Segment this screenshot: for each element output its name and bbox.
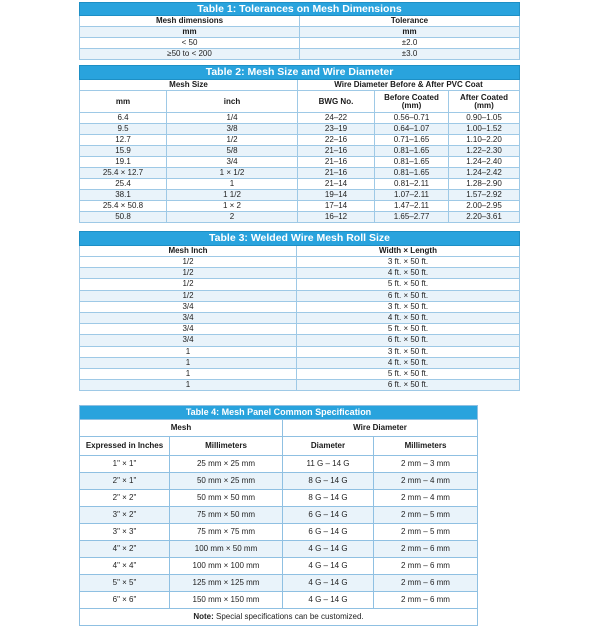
table1-col2-unit: mm (300, 27, 520, 38)
table-row (80, 346, 520, 357)
table2-header: After Coated (mm) (449, 91, 520, 113)
table-row (80, 473, 478, 490)
table-cell: 3" × 2" (80, 507, 170, 524)
table-cell: 5 ft. × 50 ft. (297, 368, 520, 379)
table-cell: 25.4 × 50.8 (80, 201, 167, 212)
table-cell: 0.81–1.65 (375, 157, 449, 168)
table-cell: 1.10–2.20 (449, 135, 520, 146)
table-cell: 1 (167, 179, 298, 190)
table-cell: 1 (80, 368, 297, 379)
table-cell: 4 ft. × 50 ft. (297, 268, 520, 279)
table-row (80, 124, 520, 135)
table4-group-mesh: Mesh (80, 420, 283, 437)
table-cell: 125 mm × 125 mm (170, 575, 283, 592)
table-cell: 21–16 (298, 168, 375, 179)
table2-group-mesh-size: Mesh Size (80, 80, 298, 91)
table-cell: 21–16 (298, 146, 375, 157)
table3-header: Width × Length (297, 246, 520, 257)
table-cell: 22–16 (298, 135, 375, 146)
table-row (80, 558, 478, 575)
table-cell: 4" × 4" (80, 558, 170, 575)
table-cell: 0.81–2.11 (375, 179, 449, 190)
table2-header: BWG No. (298, 91, 375, 113)
table-cell: 4 ft. × 50 ft. (297, 312, 520, 323)
table-row (80, 456, 478, 473)
table-cell: 50 mm × 50 mm (170, 490, 283, 507)
table4-header: Millimeters (374, 437, 478, 456)
table-cell: 2 mm – 4 mm (374, 473, 478, 490)
table-cell: 1.00–1.52 (449, 124, 520, 135)
table-cell: 5" × 5" (80, 575, 170, 592)
table-cell: 3 ft. × 50 ft. (297, 257, 520, 268)
table-cell: 23–19 (298, 124, 375, 135)
table-cell: 4 G – 14 G (283, 558, 374, 575)
table2-title: Table 2: Mesh Size and Wire Diameter (80, 66, 520, 80)
table-cell: 2 mm – 3 mm (374, 456, 478, 473)
table-mesh-panel-spec (79, 405, 478, 626)
table2-group-wire-diameter: Wire Diameter Before & After PVC Coat (298, 80, 520, 91)
table-cell: 6 ft. × 50 ft. (297, 335, 520, 346)
table-cell: 6.4 (80, 113, 167, 124)
table-cell: 6 G – 14 G (283, 524, 374, 541)
table-cell: 3/4 (167, 157, 298, 168)
table-cell: 100 mm × 100 mm (170, 558, 283, 575)
table-row (80, 257, 520, 268)
table4-header: Expressed in Inches (80, 437, 170, 456)
table-cell: 1.47–2.11 (375, 201, 449, 212)
table-cell: 3 ft. × 50 ft. (297, 346, 520, 357)
table-row (80, 157, 520, 168)
table-cell: 1 (80, 357, 297, 368)
table1-title: Table 1: Tolerances on Mesh Dimensions (80, 3, 520, 16)
table-cell: 2 mm – 6 mm (374, 575, 478, 592)
table-cell: 6 ft. × 50 ft. (297, 290, 520, 301)
table-cell: 1 (80, 346, 297, 357)
table-cell: 0.64–1.07 (375, 124, 449, 135)
table-cell: 2 mm – 5 mm (374, 524, 478, 541)
table-cell: 1/2 (167, 135, 298, 146)
table-cell: 2 mm – 6 mm (374, 541, 478, 558)
table-row (80, 179, 520, 190)
table-cell: 25 mm × 25 mm (170, 456, 283, 473)
table-cell: 15.9 (80, 146, 167, 157)
table3-header: Mesh Inch (80, 246, 297, 257)
table-row (80, 301, 520, 312)
table-cell: 2 (167, 212, 298, 223)
table-cell: 1.24–2.42 (449, 168, 520, 179)
table-cell: 3" × 3" (80, 524, 170, 541)
table-cell: 8 G – 14 G (283, 490, 374, 507)
table-cell: 150 mm × 150 mm (170, 592, 283, 609)
table-cell: 25.4 (80, 179, 167, 190)
table-cell: 0.81–1.65 (375, 168, 449, 179)
table4-note-label: Note: (193, 612, 214, 621)
table4-header: Diameter (283, 437, 374, 456)
table-row (80, 524, 478, 541)
table-cell: 4 G – 14 G (283, 575, 374, 592)
table4-title: Table 4: Mesh Panel Common Specification (80, 406, 478, 420)
table-cell: 1 (80, 380, 297, 391)
table-cell: 4 ft. × 50 ft. (297, 357, 520, 368)
table-cell: 19–14 (298, 190, 375, 201)
table-cell: 1.22–2.30 (449, 146, 520, 157)
table-cell: 2 mm – 6 mm (374, 592, 478, 609)
table-cell: 24–22 (298, 113, 375, 124)
table-cell: 9.5 (80, 124, 167, 135)
table-cell: 2" × 1" (80, 473, 170, 490)
table-cell: 5 ft. × 50 ft. (297, 279, 520, 290)
table-cell: 3/4 (80, 312, 297, 323)
table-cell: 1.07–2.11 (375, 190, 449, 201)
table-row (80, 575, 478, 592)
table-cell: 5 ft. × 50 ft. (297, 324, 520, 335)
table-cell: 0.56–0.71 (375, 113, 449, 124)
table-row (80, 368, 520, 379)
table-cell: ±3.0 (300, 49, 520, 60)
table1-col2-header: Tolerance (300, 16, 520, 27)
table-cell: 6" × 6" (80, 592, 170, 609)
table-cell: 3/4 (80, 324, 297, 335)
table-cell: 1.28–2.90 (449, 179, 520, 190)
table-row (80, 135, 520, 146)
table-cell: 0.90–1.05 (449, 113, 520, 124)
table1-col1-unit: mm (80, 27, 300, 38)
table-cell: 3/8 (167, 124, 298, 135)
table-row (80, 324, 520, 335)
table-row (80, 38, 520, 49)
table-row (80, 380, 520, 391)
table4-note (80, 609, 478, 626)
table-cell: 4" × 2" (80, 541, 170, 558)
table-row (80, 201, 520, 212)
table-cell: 21–16 (298, 157, 375, 168)
table-roll-size (79, 231, 520, 391)
table-cell: 1.24–2.40 (449, 157, 520, 168)
table-cell: 11 G – 14 G (283, 456, 374, 473)
table-cell: 1/2 (80, 290, 297, 301)
table-cell: 1.57–2.92 (449, 190, 520, 201)
table-cell: 5/8 (167, 146, 298, 157)
table-row (80, 357, 520, 368)
table-cell: 1/2 (80, 268, 297, 279)
table-cell: 50.8 (80, 212, 167, 223)
table-mesh-size-wire-diameter (79, 65, 520, 223)
table-row (80, 541, 478, 558)
table-row (80, 490, 478, 507)
table-cell: 50 mm × 25 mm (170, 473, 283, 490)
table-cell: 1 1/2 (167, 190, 298, 201)
table2-header: inch (167, 91, 298, 113)
table-row (80, 146, 520, 157)
table-cell: 16–12 (298, 212, 375, 223)
table-cell: 4 G – 14 G (283, 541, 374, 558)
table-cell: 2 mm – 5 mm (374, 507, 478, 524)
table-cell: 75 mm × 75 mm (170, 524, 283, 541)
table-row (80, 279, 520, 290)
table4-group-wire-diameter: Wire Diameter (283, 420, 478, 437)
table2-header: Before Coated (mm) (375, 91, 449, 113)
table-cell: 2" × 2" (80, 490, 170, 507)
table-cell: 1/2 (80, 257, 297, 268)
table-row (80, 49, 520, 60)
table-cell: 25.4 × 12.7 (80, 168, 167, 179)
table-cell: 17–14 (298, 201, 375, 212)
table-cell: 1" × 1" (80, 456, 170, 473)
table-cell: 4 G – 14 G (283, 592, 374, 609)
table1-col1-header: Mesh dimensions (80, 16, 300, 27)
table-row (80, 335, 520, 346)
table-cell: 3 ft. × 50 ft. (297, 301, 520, 312)
table-cell: 12.7 (80, 135, 167, 146)
table-cell: 3/4 (80, 301, 297, 312)
table-row (80, 268, 520, 279)
table-cell: 1 × 2 (167, 201, 298, 212)
table-cell: 2 mm – 6 mm (374, 558, 478, 575)
table-cell: 19.1 (80, 157, 167, 168)
table-cell: 2 mm – 4 mm (374, 490, 478, 507)
table-row (80, 190, 520, 201)
table4-note-text: Special specifications can be customized. (213, 612, 364, 621)
table-row (80, 290, 520, 301)
table-row (80, 113, 520, 124)
table4-header: Millimeters (170, 437, 283, 456)
table-cell: 75 mm × 50 mm (170, 507, 283, 524)
table-cell: < 50 (80, 38, 300, 49)
table-row (80, 312, 520, 323)
table-cell: 6 ft. × 50 ft. (297, 380, 520, 391)
table-cell: 1/4 (167, 113, 298, 124)
table-cell: 2.20–3.61 (449, 212, 520, 223)
table-cell: 100 mm × 50 mm (170, 541, 283, 558)
table-cell: ±2.0 (300, 38, 520, 49)
table-cell: 1/2 (80, 279, 297, 290)
table-tolerances (79, 2, 520, 60)
table-cell: 0.71–1.65 (375, 135, 449, 146)
table-cell: 3/4 (80, 335, 297, 346)
table-row (80, 168, 520, 179)
table-row (80, 212, 520, 223)
table-cell: 2.00–2.95 (449, 201, 520, 212)
table-row (80, 592, 478, 609)
table-cell: 1.65–2.77 (375, 212, 449, 223)
table2-header: mm (80, 91, 167, 113)
table-cell: 1 × 1/2 (167, 168, 298, 179)
table-row (80, 507, 478, 524)
table-cell: 38.1 (80, 190, 167, 201)
table3-title: Table 3: Welded Wire Mesh Roll Size (80, 232, 520, 246)
table-cell: 8 G – 14 G (283, 473, 374, 490)
table-cell: ≥50 to < 200 (80, 49, 300, 60)
table-cell: 21–14 (298, 179, 375, 190)
table-cell: 0.81–1.65 (375, 146, 449, 157)
table-cell: 6 G – 14 G (283, 507, 374, 524)
